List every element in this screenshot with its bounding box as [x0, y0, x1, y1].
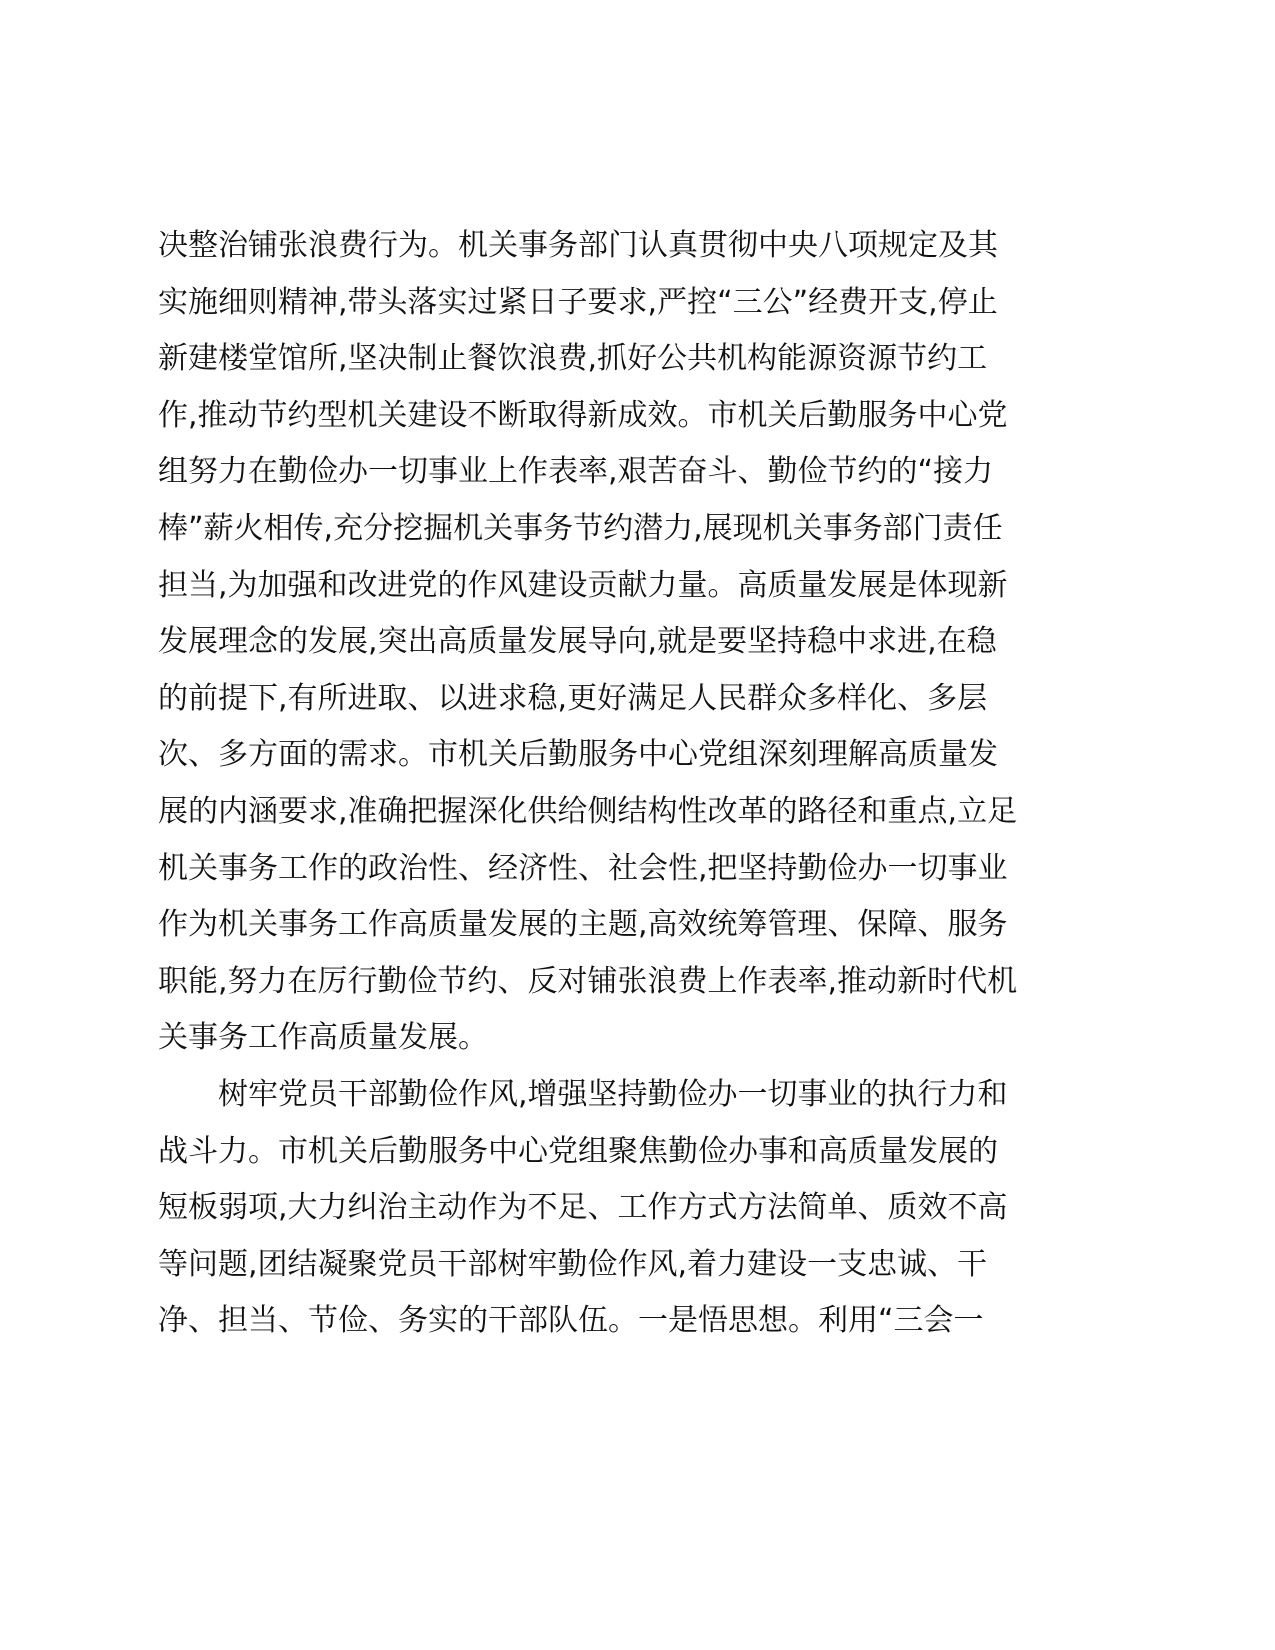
text-line: 短板弱项,大力纠治主动作为不足、工作方式方法简单、质效不高 [158, 1190, 1008, 1226]
text-line: 作为机关事务工作高质量发展的主题,高效统筹管理、保障、服务 [158, 907, 1008, 943]
text-line: 战斗力。市机关后勤服务中心党组聚焦勤俭办事和高质量发展的 [158, 1133, 998, 1169]
text-line: 作,推动节约型机关建设不断取得新成效。市机关后勤服务中心党 [158, 397, 1008, 433]
text-line: 次、多方面的需求。市机关后勤服务中心党组深刻理解高质量发 [158, 737, 998, 773]
text-line: 机关事务工作的政治性、经济性、社会性,把坚持勤俭办一切事业 [158, 850, 1008, 886]
text-line: 等问题,团结凝聚党员干部树牢勤俭作风,着力建设一支忠诚、干 [158, 1246, 988, 1282]
text-line: 担当,为加强和改进党的作风建设贡献力量。高质量发展是体现新 [158, 567, 1008, 603]
paragraph-start-line: 树牢党员干部勤俭作风,增强坚持勤俭办一切事业的执行力和 [218, 1076, 1008, 1112]
text-line: 实施细则精神,带头落实过紧日子要求,严控“三公”经费开支,停止 [158, 284, 998, 320]
text-line: 组努力在勤俭办一切事业上作表率,艰苦奋斗、勤俭节约的“接力 [158, 454, 994, 490]
text-line: 的前提下,有所进取、以进求稳,更好满足人民群众多样化、多层 [158, 680, 988, 716]
text-line: 职能,努力在厉行勤俭节约、反对铺张浪费上作表率,推动新时代机 [158, 963, 1018, 999]
text-line: 发展理念的发展,突出高质量发展导向,就是要坚持稳中求进,在稳 [158, 624, 997, 660]
text-line: 棒”薪火相传,充分挖掘机关事务节约潜力,展现机关事务部门责任 [158, 510, 1003, 546]
text-line: 决整治铺张浪费行为。机关事务部门认真贯彻中央八项规定及其 [158, 228, 998, 263]
text-line: 新建楼堂馆所,坚决制止餐饮浪费,抓好公共机构能源资源节约工 [158, 341, 988, 377]
text-line: 关事务工作高质量发展。 [158, 1020, 488, 1056]
text-line: 净、担当、节俭、务实的干部队伍。一是悟思想。利用“三会一 [158, 1303, 984, 1339]
text-line: 展的内涵要求,准确把握深化供给侧结构性改革的路径和重点,立足 [158, 793, 1018, 829]
body-text [158, 218, 1078, 1350]
